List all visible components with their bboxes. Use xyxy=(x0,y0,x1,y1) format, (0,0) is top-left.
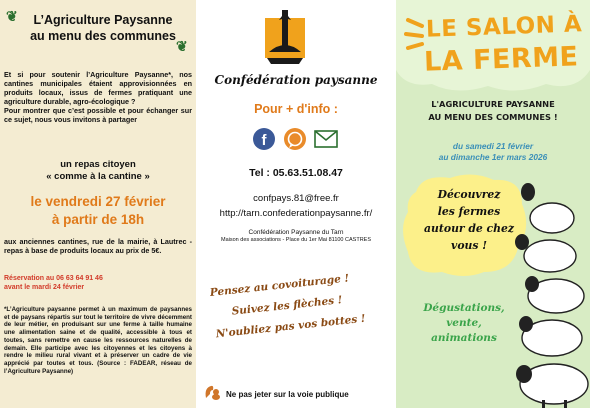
facebook-icon[interactable] xyxy=(253,128,275,150)
salon-title-line2: LA FERME xyxy=(423,41,579,78)
subtitle-line2: AU MENU DES COMMUNES ! xyxy=(428,112,558,122)
intro-text xyxy=(4,70,192,125)
event-date-line2: à partir de 18h xyxy=(51,212,145,227)
intro-paragraph: Pour montrer que c’est possible et pour échanger sur ce sujet, nous vous invitons à partager xyxy=(4,106,192,125)
stacked-sheep-illustration xyxy=(502,178,590,408)
squirrel-icon xyxy=(204,384,222,400)
org-address: Maison des associations - Place du 1er Mai 81100 CASTRES xyxy=(221,237,371,243)
slogan-boots: N'oubliez pas vos bottes ! xyxy=(215,312,367,341)
subtitle-line1: L'AGRICULTURE PAYSANNE xyxy=(431,99,555,109)
left-title-line1: L’Agriculture Paysanne xyxy=(33,13,173,27)
org-name: Confédération paysanne xyxy=(214,73,378,87)
discover-line4: vous ! xyxy=(451,239,487,252)
confederation-logo-icon xyxy=(259,8,311,68)
repas-line1: un repas citoyen xyxy=(60,159,136,170)
left-title xyxy=(18,12,188,44)
salon-logo xyxy=(404,8,590,84)
footnote-text: *L’Agriculture paysanne permet à un maximum de paysannes et de paysans répartis sur tout le territoire de vivre décemment de leur métier, en produisant sur une ferme à taille humaine une alimentation saine et de qualité, accessible à tous et toutes, sans remettre en cause les ressources naturelles de demain. Elle participe avec les citoyennes et les citoyens à rendre le milieu rural vivant et à préserver un cadre de vie apprécié par toutes et tous. (Source : FADEAR, réseau de l’Agriculture Paysanne) xyxy=(4,306,192,375)
left-title-line2: au menu des communes xyxy=(30,29,176,43)
event-date xyxy=(0,193,196,229)
left-panel xyxy=(0,0,196,408)
discover-line3: autour de chez xyxy=(424,222,514,235)
swirl-ornament-icon: ❦ xyxy=(6,8,18,24)
phone-number: Tel : 05.63.51.08.47 xyxy=(249,167,343,179)
contact-icons xyxy=(251,126,341,152)
org-full-name: Confédération Paysanne du Tarn xyxy=(248,229,344,236)
salon-title-line1: LE SALON À xyxy=(425,11,583,43)
dates-line1: du samedi 21 février xyxy=(452,141,534,151)
right-subtitle xyxy=(396,98,590,124)
right-panel xyxy=(396,0,590,408)
repas-heading xyxy=(0,159,196,183)
repas-line2: « comme à la cantine » xyxy=(46,171,150,182)
reservation-deadline: avant le mardi 24 février xyxy=(4,284,85,291)
slogans xyxy=(209,272,385,346)
email-address[interactable]: confpays.81@free.fr xyxy=(253,193,339,204)
intro-paragraph: Et si pour soutenir l’Agriculture Paysanne*, nos cantines municipales étaient approvisionnées en produits locaux, issus de fermes pratiquant une agriculture durable, agro-écologique ? xyxy=(4,70,192,107)
whatsapp-icon[interactable] xyxy=(284,128,306,150)
sun-rays-icon xyxy=(404,10,426,60)
activities-line1: Dégustations, xyxy=(423,302,505,314)
recycle-notice: Ne pas jeter sur la voie publique xyxy=(226,390,349,399)
activities-line3: animations xyxy=(431,332,497,344)
event-location: aux anciennes cantines, rue de la mairie, à Lautrec - repas à base de produits locaux au prix de 5€. xyxy=(4,237,192,256)
reservation xyxy=(4,274,192,292)
dates-line2: au dimanche 1er mars 2026 xyxy=(438,152,548,162)
salon-dates xyxy=(396,141,590,163)
svg-text:f: f xyxy=(261,132,267,149)
middle-panel xyxy=(196,0,396,408)
reservation-phone: Réservation au 06 63 64 91 46 xyxy=(4,275,103,282)
slogan-carpool: Pensez au covoiturage ! xyxy=(209,272,350,299)
email-icon[interactable] xyxy=(315,131,337,147)
discover-line2: les fermes xyxy=(437,205,501,218)
swirl-ornament-icon: ❦ xyxy=(176,38,188,54)
activities-line2: vente, xyxy=(446,317,482,329)
discover-line1: Découvrez xyxy=(437,188,501,201)
website-link[interactable]: http://tarn.confederationpaysanne.fr/ xyxy=(219,208,373,219)
event-date-line1: le vendredi 27 février xyxy=(30,194,166,209)
slogan-arrows: Suivez les flèches ! xyxy=(231,294,343,318)
info-heading: Pour + d'info : xyxy=(254,102,338,116)
